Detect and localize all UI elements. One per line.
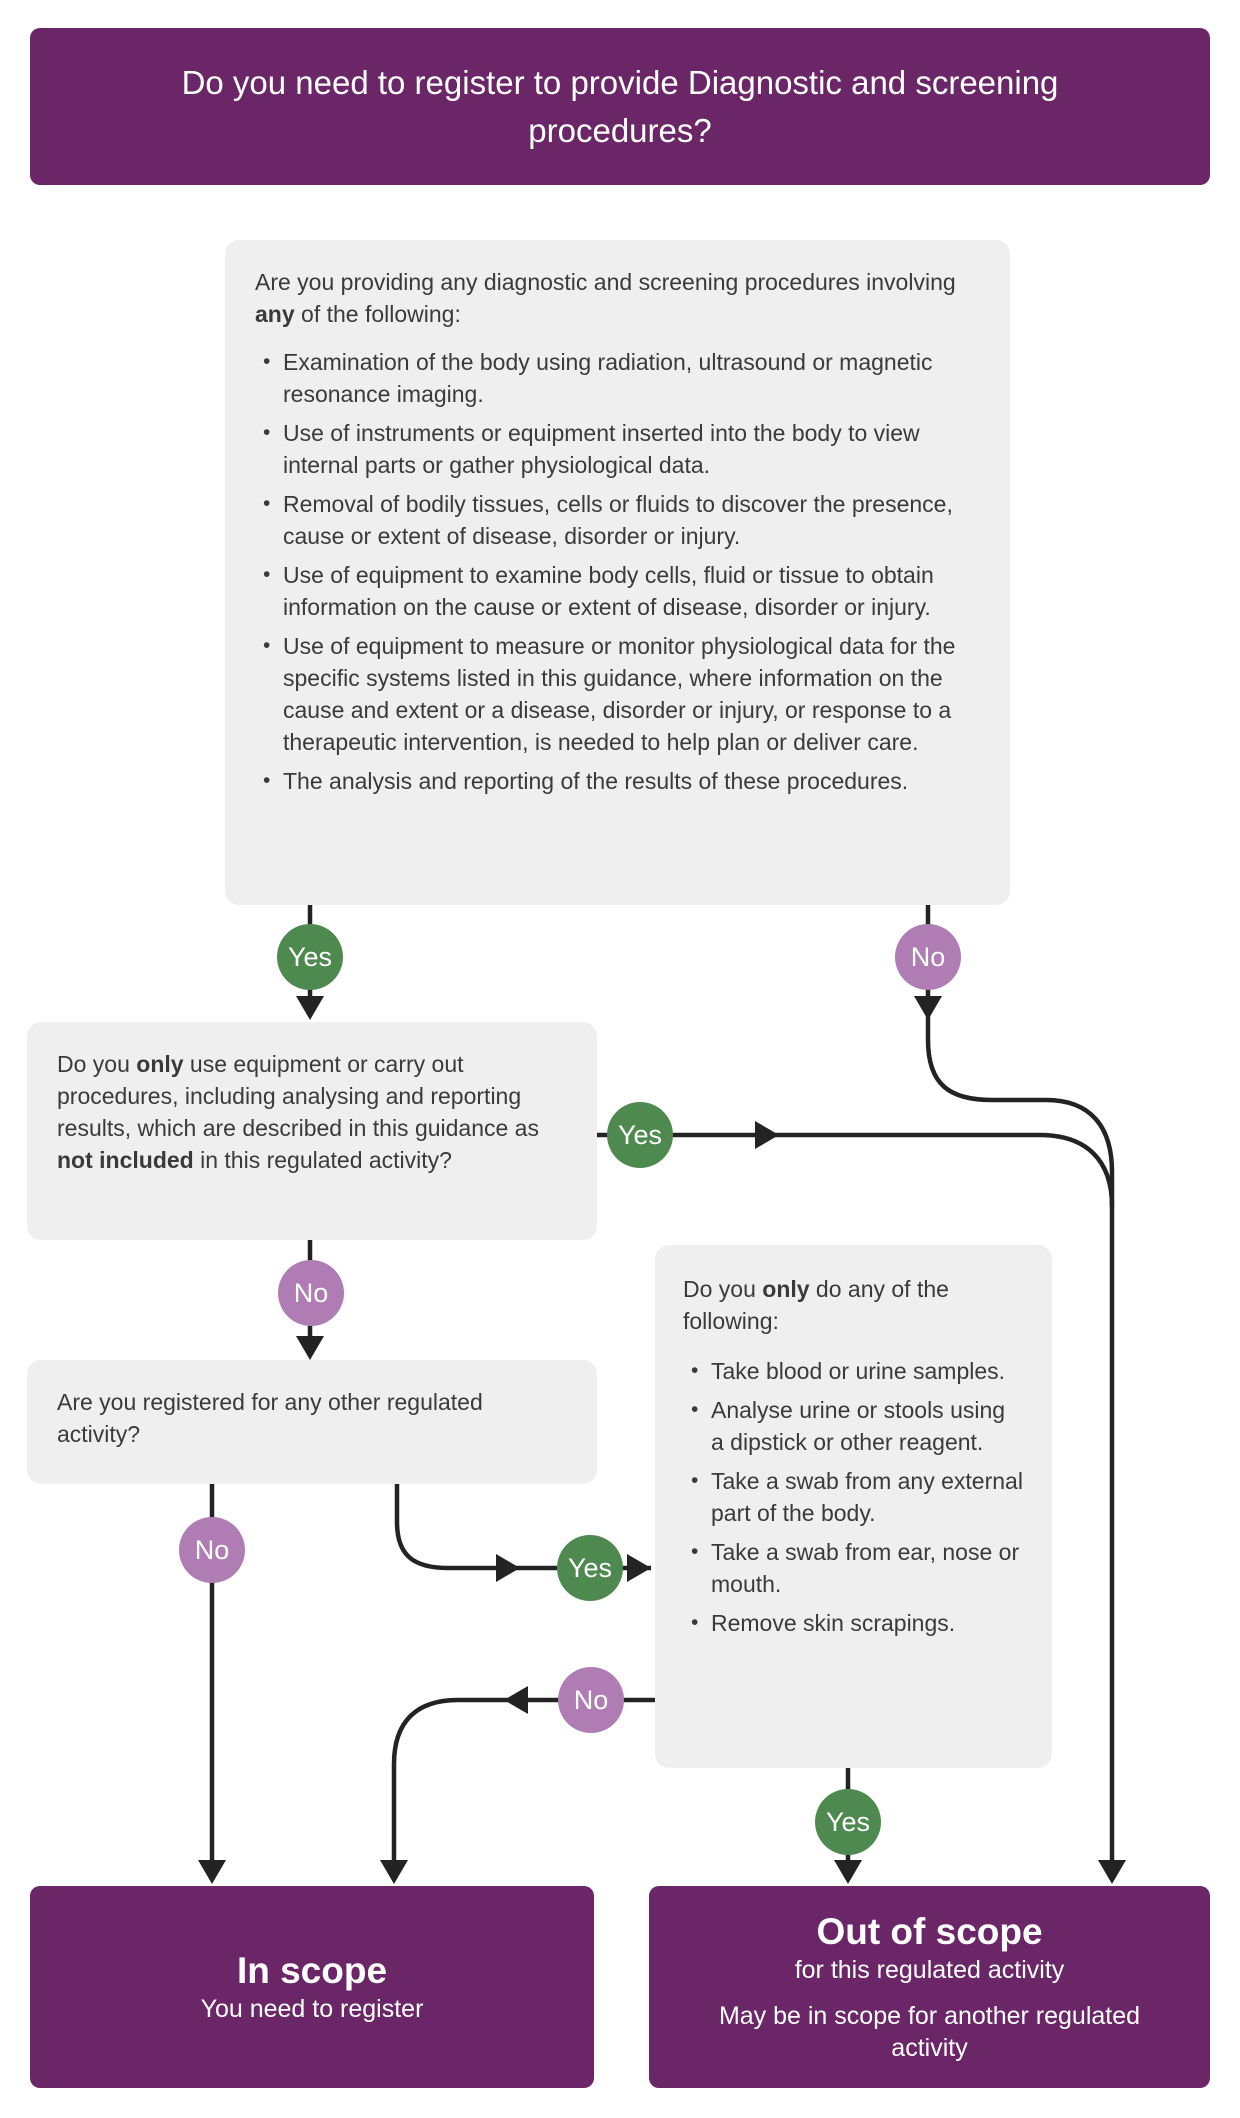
bullet-dot-icon: • <box>263 421 271 444</box>
out-of-scope-note: May be in scope for another regulated activity <box>718 2002 1141 2062</box>
bullet-item <box>691 1394 1024 1458</box>
in-scope-subtitle: You need to register <box>200 1995 424 2023</box>
arrowhead-q2-no <box>296 1336 324 1360</box>
bullet-dot-icon: • <box>263 769 271 792</box>
out-of-scope-title: Out of scope <box>816 1911 1043 1952</box>
decision-label: Yes <box>825 1806 871 1837</box>
bullet-list <box>683 1355 1024 1639</box>
question-text: Do you only do any of the following: <box>683 1276 949 1334</box>
bullet-dot-icon: • <box>691 1611 699 1634</box>
header-banner <box>30 28 1210 185</box>
bullet-item <box>691 1607 1024 1639</box>
arrowhead-q4-yes <box>834 1860 862 1884</box>
decision-label: Yes <box>287 941 333 972</box>
question-box-only-following <box>655 1245 1052 1768</box>
decision-label: Yes <box>617 1119 663 1150</box>
decision-q4-no <box>558 1667 624 1733</box>
bullet-dot-icon: • <box>263 350 271 373</box>
decision-label: No <box>293 1277 329 1308</box>
bullet-text: Remove skin scrapings. <box>711 1610 956 1636</box>
arrowhead-q1-yes <box>296 996 324 1020</box>
in-scope-box <box>30 1886 594 2088</box>
bullet-text: Examination of the body using radiation, ultrasound or magnetic resonance imaging. <box>283 349 933 407</box>
decision-q2-no <box>278 1260 344 1326</box>
bullet-dot-icon: • <box>691 1359 699 1382</box>
arrowhead-q3-yes-end <box>627 1554 651 1582</box>
bullet-item <box>263 488 980 552</box>
bullet-text: Analyse urine or stools using a dipstick or other reagent. <box>711 1397 1006 1455</box>
bullet-item <box>263 630 980 758</box>
bullet-dot-icon: • <box>263 634 271 657</box>
out-of-scope-subtitle: for this regulated activity <box>794 1956 1065 1984</box>
decision-label: Yes <box>567 1552 613 1583</box>
bullet-text: Removal of bodily tissues, cells or fluids to discover the presence, cause or extent of disease, disorder or injury. <box>283 491 953 549</box>
page-title: Do you need to register to provide Diagnostic and screening procedures? <box>181 63 1059 149</box>
arrowhead-q4-no-mid <box>504 1686 528 1714</box>
connector-q2-yes <box>597 1135 1112 1206</box>
decision-q4-yes <box>815 1789 881 1855</box>
decision-q3-no <box>179 1517 245 1583</box>
question-box-other-registration <box>27 1360 597 1484</box>
bullet-dot-icon: • <box>691 1398 699 1421</box>
arrowhead-q4-no-end <box>380 1860 408 1884</box>
decision-q2-yes <box>607 1102 673 1168</box>
decision-q1-yes <box>277 924 343 990</box>
bullet-dot-icon: • <box>263 492 271 515</box>
arrowhead-q3-no <box>198 1860 226 1884</box>
bullet-text: Take a swab from any external part of the body. <box>711 1468 1023 1526</box>
bullet-item <box>691 1536 1024 1600</box>
bullet-text: Use of equipment to examine body cells, fluid or tissue to obtain information on the cause or extent of disease, disorder or injury. <box>283 562 934 620</box>
question-text: Do you only use equipment or carry out procedures, including analysing and reporting results, which are described in this guidance as not included in this regulated activity? <box>57 1051 539 1173</box>
bullet-item <box>263 559 980 623</box>
arrowhead-q3-yes-mid <box>496 1554 520 1582</box>
bullet-text: Use of equipment to measure or monitor physiological data for the specific systems listed in this guidance, where information on the cause and extent or a disease, disorder or injury, or response to a therapeutic intervention, is needed to help plan or deliver care. <box>283 633 956 755</box>
arrowhead-q2-yes <box>755 1121 779 1149</box>
decision-label: No <box>910 941 946 972</box>
question-box-not-included <box>27 1022 597 1240</box>
bullet-dot-icon: • <box>691 1469 699 1492</box>
decision-label: No <box>573 1684 609 1715</box>
decision-q1-no <box>895 924 961 990</box>
bullet-item <box>263 417 980 481</box>
arrowhead-q1-no <box>914 996 942 1020</box>
question-text: Are you providing any diagnostic and screening procedures involving any of the following: <box>255 269 956 327</box>
in-scope-title: In scope <box>236 1950 388 1991</box>
bullet-item <box>263 765 980 797</box>
bullet-dot-icon: • <box>691 1540 699 1563</box>
decision-label: No <box>194 1534 230 1565</box>
out-of-scope-box <box>649 1886 1210 2088</box>
bullet-item <box>263 346 980 410</box>
bullet-item <box>691 1465 1024 1529</box>
decision-q3-yes <box>557 1535 623 1601</box>
connector-q4-no <box>394 1700 655 1880</box>
bullet-text: The analysis and reporting of the results of these procedures. <box>283 768 909 794</box>
bullet-dot-icon: • <box>263 563 271 586</box>
question-box-diagnostic-procedures <box>225 240 1010 905</box>
question-text: Are you registered for any other regulated activity? <box>57 1389 483 1447</box>
bullet-list <box>255 346 980 797</box>
bullet-item <box>691 1355 1024 1387</box>
bullet-text: Take blood or urine samples. <box>711 1358 1006 1384</box>
bullet-text: Use of instruments or equipment inserted into the body to view internal parts or gather physiological data. <box>283 420 920 478</box>
bullet-text: Take a swab from ear, nose or mouth. <box>711 1539 1020 1597</box>
arrowhead-rail-out <box>1098 1860 1126 1884</box>
